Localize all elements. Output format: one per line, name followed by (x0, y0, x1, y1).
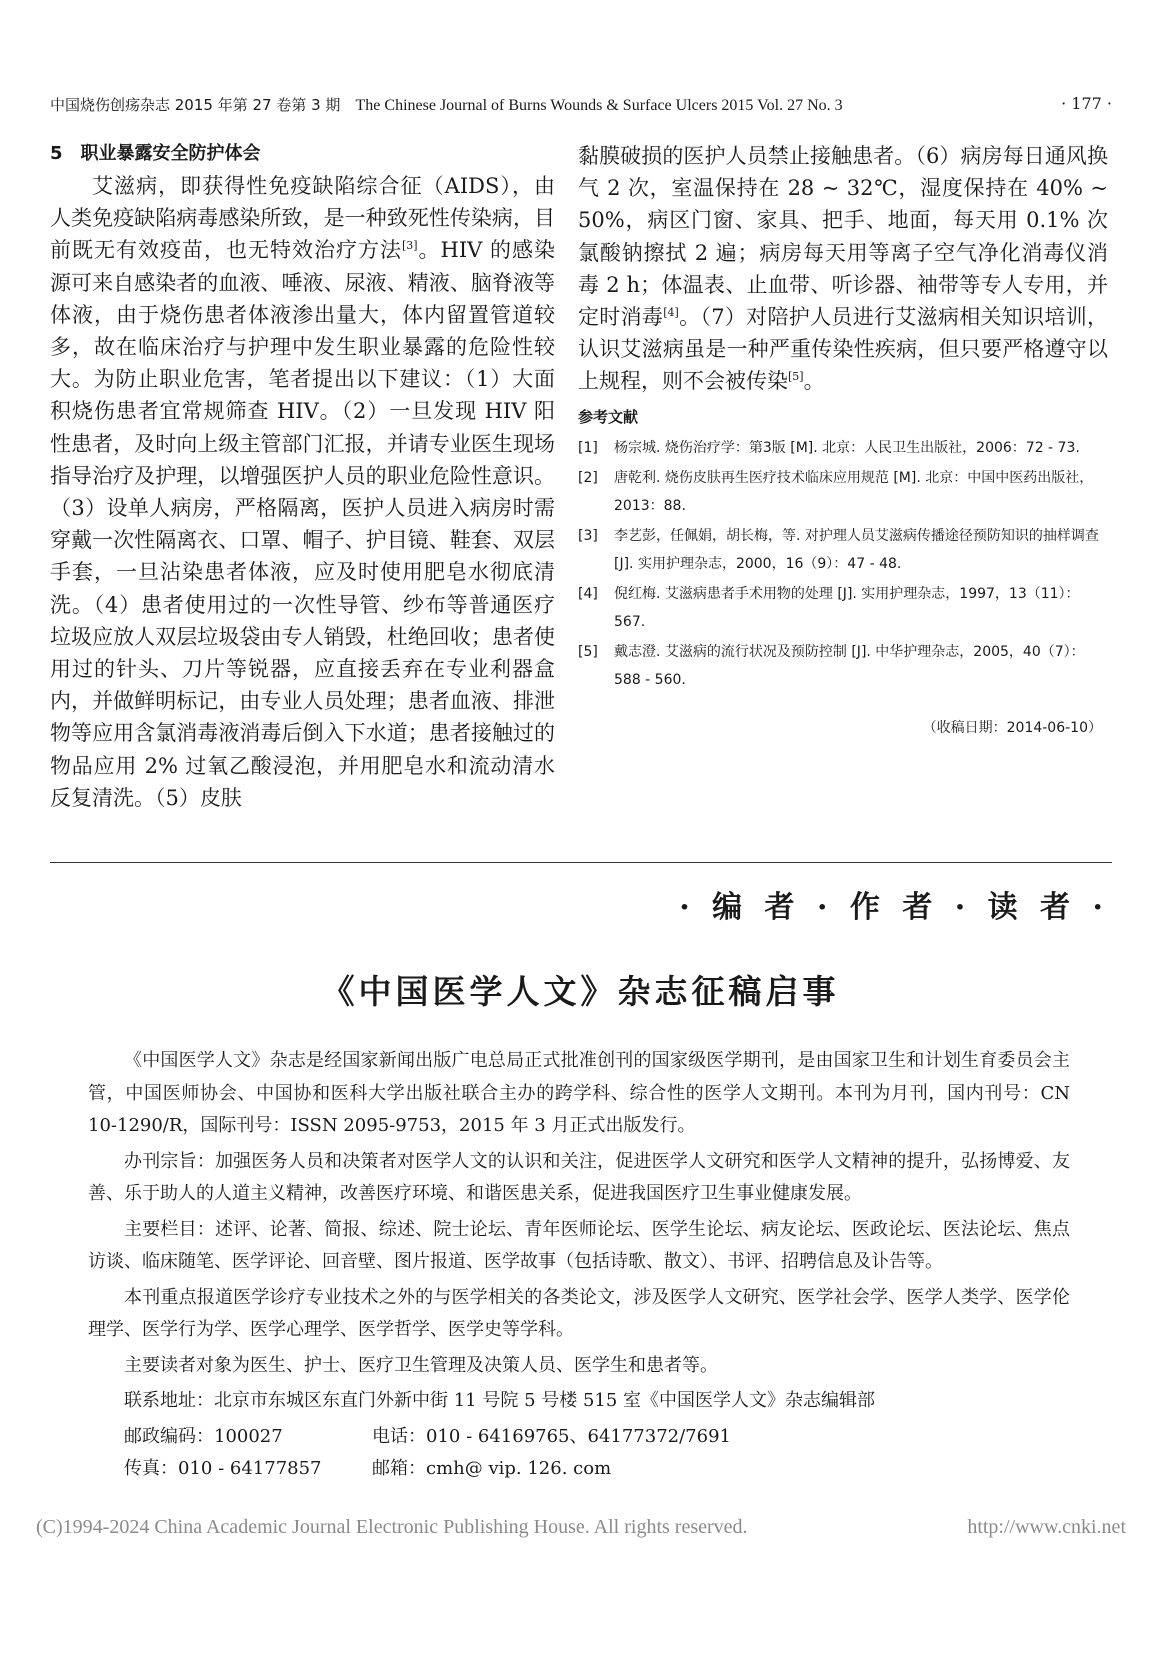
citation: [5] (788, 370, 804, 384)
notice-title: 《中国医学人文》杂志征稿启事 (321, 972, 840, 1011)
contact-address: 联系地址：北京市东城区东直门外新中街 11 号院 5 号楼 515 室《中国医学人文》杂志编辑部 (124, 1390, 876, 1411)
copyright-text: (C)1994-2024 China Academic Journal Electronic Publishing House. All rights reserved. (36, 1516, 748, 1538)
column-tag: · 编 者 · 作 者 · 读 者 · (679, 890, 1109, 925)
left-column (50, 140, 555, 814)
contact-postcode: 邮政编码：100027 (124, 1425, 283, 1447)
reference-list (578, 434, 1108, 694)
notice-paragraph: 主要读者对象为医生、护士、医疗卫生管理及决策人员、医学生和患者等。 (124, 1354, 718, 1376)
section-title: 职业暴露安全防护体会 (80, 143, 261, 164)
right-column (578, 140, 1108, 744)
reference-item: [5] 戴志澄. 艾滋病的流行状况及预防控制 [J]. 中华护理杂志，2005，40（7）：588 - 560. (578, 643, 1085, 688)
section-heading (50, 140, 555, 168)
journal-title-cn: 中国烧伤创疡杂志 2015 年第 27 卷第 3 期 (50, 96, 341, 114)
citation: [4] (663, 306, 679, 320)
page-number: · 177 · (1061, 94, 1112, 113)
section-divider (50, 862, 1112, 863)
notice-body (88, 1045, 1070, 1486)
reference-item: [3] 李艺彭，任佩娟，胡长梅，等. 对护理人员艾滋病传播途径预防知识的抽样调查 [J]. 实用护理杂志，2000，16（9）：47 - 48. (578, 527, 1099, 572)
journal-title-en: The Chinese Journal of Burns Wounds & Surface Ulcers 2015 Vol. 27 No. 3 (355, 97, 843, 114)
body-paragraph-continued: 黏膜破损的医护人员禁止接触患者。（6）病房每日通风换气 2 次，室温保持在 28 ~ 32℃，湿度保持在 40% ~ 50%，病区门窗、家具、把手、地面，每天用 0.1% 次氯酸钠擦拭 2 遍；病房每天用等离子空气净化消毒仪消毒 2 h；体温表、止血带、听诊器、袖带等专人专用，并定时消毒[4]。（7）对陪护人员进行艾滋病相关知识培训，认识艾滋病虽是一种严重传染性疾病，但只要严格遵守以上规程，则不会被传染[5]。 (578, 144, 1109, 394)
reference-item: [1] 杨宗城. 烧伤治疗学：第3版 [M]. 北京：人民卫生出版社，2006：72 - 73. (578, 439, 1080, 456)
contact-row (88, 1421, 1070, 1454)
citation: [3] (401, 239, 418, 253)
section-number: 5 (50, 143, 63, 164)
contact-email: 邮箱：cmh@ vip. 126. com (372, 1458, 612, 1479)
contact-phone: 电话：010 - 64169765、64177372/7691 (372, 1425, 731, 1447)
contact-fax: 传真：010 - 64177857 (124, 1458, 322, 1479)
contact-row (88, 1453, 1070, 1486)
body-paragraph: 艾滋病，即获得性免疫缺陷综合征（AIDS），由人类免疫缺陷病毒感染所致，是一种致死性传染病，目前既无有效疫苗，也无特效治疗方法[3]。HIV 的感染源可来自感染者的血液、唾液、尿液、精液、脑脊液等体液，由于烧伤患者体液渗出量大，体内留置管道较多，故在临床治疗与护理中发生职业暴露的危险性较大。为防止职业危害，笔者提出以下建议：（1）大面积烧伤患者宜常规筛查 HIV。（2）一旦发现 HIV 阳性患者，及时向上级主管部门汇报，并请专业医生现场指导治疗及护理，以增强医护人员的职业危险性意识。（3）设单人病房，严格隔离，医护人员进入病房时需穿戴一次性隔离衣、口罩、帽子、护目镜、鞋套、双层手套，一旦沾染患者体液，应及时使用肥皂水彻底清洗。（4）患者使用过的一次性导管、纱布等普通医疗垃圾应放人双层垃圾袋由专人销毁，杜绝回收；患者使用过的针头、刀片等锐器，应直接丢弃在专业利器盒内，并做鲜明标记，由专业人员处理；患者血液、排泄物等应用含氯消毒液消毒后倒入下水道；患者接触过的物品应用 2% 过氧乙酸浸泡，并用肥皂水和流动清水反复清洗。（5）皮肤 (50, 174, 556, 810)
received-date: （收稿日期：2014-06-10） (922, 719, 1102, 736)
notice-paragraph: 主要栏目：述评、论著、简报、综述、院士论坛、青年医师论坛、医学生论坛、病友论坛、医政论坛、医法论坛、焦点访谈、临床随笔、医学评论、回音壁、图片报道、医学故事（包括诗歌、散文）、书评、招聘信息及讣告等。 (88, 1218, 1070, 1272)
running-header (50, 94, 1112, 115)
notice-paragraph: 《中国医学人文》杂志是经国家新闻出版广电总局正式批准创刊的国家级医学期刊，是由国家卫生和计划生育委员会主管，中国医师协会、中国协和医科大学出版社联合主办的跨学科、综合性的医学人文期刊。本刊为月刊，国内刊号：CN 10-1290/R，国际刊号：ISSN 2095-9753，2015 年 3 月正式出版发行。 (88, 1050, 1070, 1136)
reference-item: [4] 倪红梅. 艾滋病患者手术用物的处理 [J]. 实用护理杂志，1997，13（11）：567. (578, 585, 1080, 630)
notice-paragraph: 办刊宗旨：加强医务人员和决策者对医学人文的认识和关注，促进医学人文研究和医学人文精神的提升，弘扬博爱、友善、乐于助人的人道主义精神，改善医疗环境、和谐医患关系，促进我国医疗卫生事业健康发展。 (88, 1150, 1070, 1204)
notice-paragraph: 本刊重点报道医学诊疗专业技术之外的与医学相关的各类论文，涉及医学人文研究、医学社会学、医学人类学、医学伦理学、医学行为学、医学心理学、医学哲学、医学史等学科。 (88, 1286, 1070, 1340)
references-heading: 参考文献 (578, 407, 639, 426)
footer-url: http://www.cnki.net (967, 1516, 1126, 1538)
reference-item: [2] 唐乾利. 烧伤皮肤再生医疗技术临床应用规范 [M]. 北京：中国中医药出版社，2013：88. (578, 469, 1094, 514)
copyright-footer (36, 1516, 1126, 1539)
